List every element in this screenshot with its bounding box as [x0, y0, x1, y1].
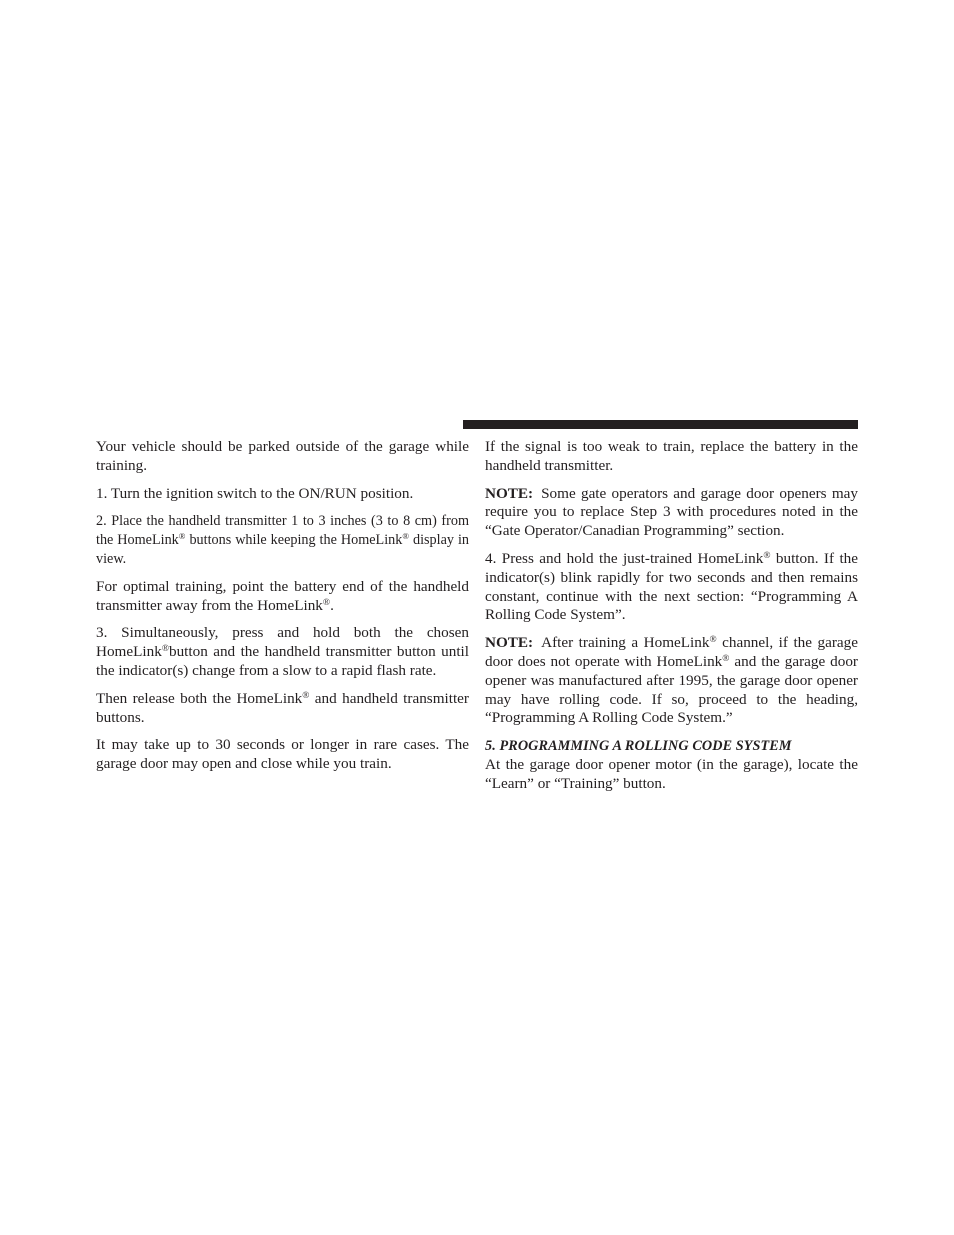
step-2: [96, 512, 469, 568]
header-rule-bar: [463, 420, 858, 429]
optimal-training-text-a: For optimal training, point the battery end of the handheld transmitter away from the HomeLink: [96, 577, 469, 614]
registered-mark: ®: [161, 644, 169, 654]
release-text-a: Then release both the HomeLink: [96, 689, 303, 707]
release-buttons-instruction: [96, 690, 469, 728]
training-duration-note: [96, 736, 469, 774]
left-column: [96, 438, 469, 783]
step-1-text: 1. Turn the ignition switch to the ON/RUN position.: [96, 484, 414, 502]
note-label: NOTE:: [485, 634, 534, 652]
locate-learn-button: [485, 756, 858, 794]
registered-mark: ®: [722, 653, 730, 664]
step-2-text-b: buttons while keeping the HomeLink: [185, 532, 403, 549]
note-gate-operators: [485, 485, 858, 541]
weak-signal-tip: [485, 438, 858, 476]
step-4-text-a: 4. Press and hold the just-trained HomeLink: [485, 549, 764, 567]
note-rolling-code-text-c: and the garage door opener was manufactured after 1995, the garage door opener may have rolling code. If so, proceed to the heading, “Programming A Rolling Code System.”: [485, 652, 858, 727]
step-3-text-b: button and the handheld transmitter button until the indicator(s) change from a slow to a rapid flash rate.: [96, 643, 469, 679]
note-label: NOTE:: [485, 484, 534, 502]
registered-mark: ®: [709, 635, 717, 645]
registered-mark: ®: [322, 597, 331, 608]
release-text-b: and handheld transmitter buttons.: [96, 689, 469, 726]
step-4-text-b: button. If the indicator(s) blink rapidly for two seconds and then remains constant, continue with the next section: “Programming A Rolling Code System”.: [485, 549, 858, 624]
weak-signal-text: If the signal is too weak to train, replace the battery in the handheld transmitter.: [485, 438, 858, 474]
parking-instruction-text: Your vehicle should be parked outside of the garage while training.: [96, 438, 469, 474]
section-heading-rolling-code: 5. PROGRAMMING A ROLLING CODE SYSTEM: [485, 738, 792, 755]
note-rolling-code-text-a: After training a HomeLink: [541, 634, 710, 652]
locate-learn-button-text: At the garage door opener motor (in the garage), locate the “Learn” or “Training” button.: [485, 755, 858, 792]
registered-mark: ®: [302, 690, 310, 701]
right-column: [485, 438, 858, 803]
registered-mark: ®: [178, 531, 186, 542]
training-duration-text: It may take up to 30 seconds or longer in rare cases. The garage door may open and close while you train.: [96, 736, 469, 773]
step-1: [96, 485, 469, 504]
step-2-text-c: display in view.: [96, 532, 469, 567]
optimal-training-tip: [96, 578, 469, 616]
step-2-text-a: 2. Place the handheld transmitter 1 to 3 inches (3 to 8 cm) from the HomeLink: [96, 513, 469, 549]
note-rolling-code: [485, 634, 858, 728]
registered-mark: ®: [402, 531, 410, 542]
optimal-training-text-b: .: [330, 596, 334, 614]
note-gate-operators-text: Some gate operators and garage door openers may require you to replace Step 3 with procedures noted in the “Gate Operator/Canadian Programming” section.: [485, 484, 858, 540]
note-rolling-code-text-b: channel, if the garage door does not operate with HomeLink: [485, 634, 858, 670]
step-3-text-a: 3. Simultaneously, press and hold both the chosen HomeLink: [96, 624, 469, 661]
parking-instruction: [96, 438, 469, 476]
step-3: [96, 624, 469, 680]
registered-mark: ®: [763, 550, 771, 561]
step-4: [485, 550, 858, 625]
